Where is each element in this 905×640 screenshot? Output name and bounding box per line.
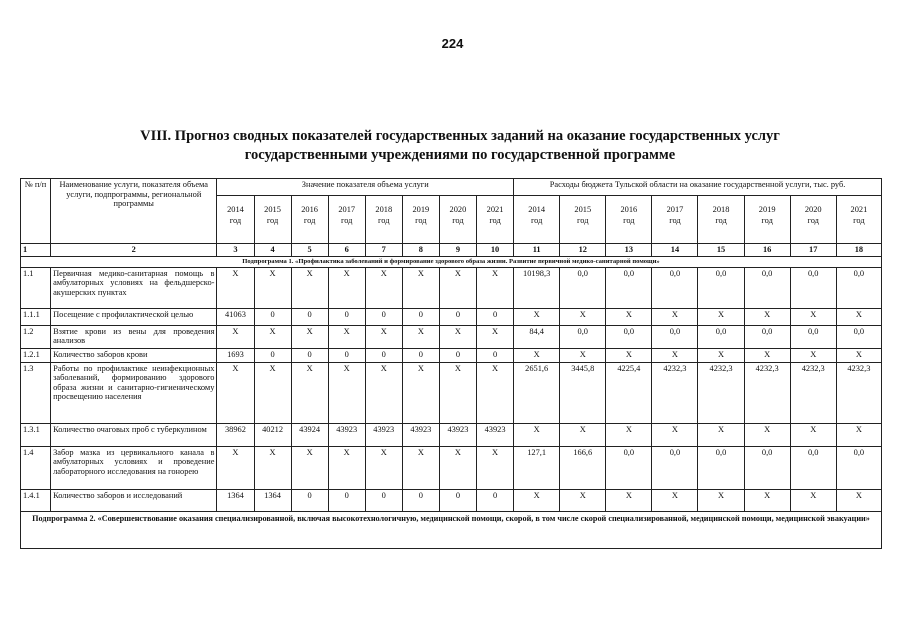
table-row [21,362,882,423]
column-number: 7 [365,244,402,257]
budget-value: 0,0 [652,267,698,308]
volume-value: X [402,267,439,308]
volume-value: X [365,362,402,423]
row-name: Количество очаговых проб с туберкулином [51,423,217,446]
title-line-1: VIII. Прогноз сводных показателей государственных заданий на оказание государственных услуг [140,128,780,144]
column-number: 1 [21,244,51,257]
header-year-cell [744,196,790,244]
table-row [21,348,882,362]
volume-value: 0 [476,308,513,325]
volume-value: X [254,267,291,308]
header-year-cell [652,196,698,244]
volume-value: 0 [402,348,439,362]
volume-value: X [328,446,365,489]
column-number: 18 [836,244,881,257]
header-year: 2021 [486,205,504,214]
column-number: 10 [476,244,513,257]
budget-value: X [652,423,698,446]
column-number: 17 [790,244,836,257]
budget-value: 3445,8 [560,362,606,423]
volume-value: 0 [365,348,402,362]
budget-value: 4232,3 [698,362,744,423]
volume-value: 43923 [328,423,365,446]
budget-value: X [790,423,836,446]
header-year-unit: год [623,216,635,225]
table-row [21,308,882,325]
header-year-unit: год [715,216,727,225]
budget-value: X [744,423,790,446]
budget-value: X [560,348,606,362]
header-year-cell [328,196,365,244]
volume-value: X [476,325,513,348]
budget-value: 4232,3 [790,362,836,423]
budget-value: 4225,4 [606,362,652,423]
row-number: 1.3.1 [21,423,51,446]
header-year: 2021 [850,205,868,214]
header-year-unit: год [807,216,819,225]
volume-value: 0 [402,489,439,511]
header-year-unit: год [340,216,353,225]
header-year-cell [365,196,402,244]
subprogram-1-title: Подпрограмма 1. «Профилактика заболеваний и формирование здорового образа жизни. Развитие первичной медико-санитарной помощи» [21,256,882,267]
volume-value: 0 [291,489,328,511]
budget-value: X [698,489,744,511]
volume-value: 0 [439,489,476,511]
budget-value: X [790,348,836,362]
volume-value: X [402,446,439,489]
header-year-unit: год [530,216,543,225]
volume-value: 0 [328,489,365,511]
budget-value: 4232,3 [744,362,790,423]
header-year-cell [790,196,836,244]
volume-value: 0 [476,489,513,511]
header-year: 2018 [712,205,730,214]
volume-value: 43923 [439,423,476,446]
header-year-unit: год [761,216,773,225]
budget-value: 2651,6 [514,362,560,423]
volume-value: 40212 [254,423,291,446]
budget-value: 166,6 [560,446,606,489]
column-number: 15 [698,244,744,257]
volume-value: 0 [328,348,365,362]
volume-value: 43923 [402,423,439,446]
header-year-unit: год [452,216,464,225]
header-year-unit: год [266,216,279,225]
volume-value: 0 [254,308,291,325]
header-num: № п/п [21,179,51,244]
budget-value: 0,0 [698,446,744,489]
volume-value: 1364 [217,489,254,511]
budget-value: X [514,489,560,511]
header-year: 2020 [449,205,467,214]
volume-value: X [291,446,328,489]
header-year: 2020 [804,205,822,214]
subprogram-2-title: Подпрограмма 2. «Совершенствование оказания специализированной, включая высокотехнологичную, медицинской помощи, скорой, в том числе скорой специализированной, медицинской помощи, медицинской эвакуации» [21,511,882,548]
column-number: 13 [606,244,652,257]
table-row [21,489,882,511]
header-year-cell [254,196,291,244]
header-year-cell [560,196,606,244]
budget-value: 0,0 [790,446,836,489]
header-name: Наименование услуги, показателя объема услуги, подпрограммы, региональной программы [51,179,217,244]
budget-value: X [652,489,698,511]
row-number: 1.1 [21,267,51,308]
budget-value: X [560,423,606,446]
volume-value: X [365,267,402,308]
budget-value: X [790,308,836,325]
column-number: 14 [652,244,698,257]
column-number: 11 [514,244,560,257]
header-year-cell [836,196,881,244]
budget-value: 0,0 [560,267,606,308]
row-name: Работы по профилактике неинфекционных заболеваний, формированию здорового образа жизни и санитарно-гигиеническому просвещению населения [51,362,217,423]
volume-value: X [476,362,513,423]
header-year-unit: год [489,216,501,225]
row-number: 1.2.1 [21,348,51,362]
page-number: 224 [441,36,464,51]
row-number: 1.3 [21,362,51,423]
budget-value: 0,0 [606,446,652,489]
header-year-cell [698,196,744,244]
volume-value: 43923 [476,423,513,446]
volume-value: X [291,325,328,348]
budget-value: 0,0 [744,267,790,308]
row-name: Взятие крови из вены для проведения анализов [51,325,217,348]
header-row-groups [21,179,882,196]
budget-value: 0,0 [836,325,881,348]
volume-value: 0 [365,489,402,511]
column-number: 16 [744,244,790,257]
budget-value: X [560,489,606,511]
budget-value: X [698,308,744,325]
volume-value: 1364 [254,489,291,511]
row-name: Забор мазка из цервикального канала в амбулаторных условиях и проведение лабораторного исследования на гонорею [51,446,217,489]
header-year-unit: год [415,216,427,225]
volume-value: X [291,362,328,423]
row-number: 1.4.1 [21,489,51,511]
column-number: 2 [51,244,217,257]
budget-value: 4232,3 [652,362,698,423]
volume-value: X [291,267,328,308]
volume-value: 43924 [291,423,328,446]
budget-value: X [836,423,881,446]
column-number: 4 [254,244,291,257]
budget-value: X [606,423,652,446]
row-number: 1.4 [21,446,51,489]
header-year: 2016 [620,205,638,214]
volume-value: X [254,325,291,348]
volume-value: X [476,446,513,489]
header-volume-group: Значение показателя объема услуги [217,179,514,196]
header-year-unit: год [669,216,681,225]
budget-value: 0,0 [652,446,698,489]
volume-value: X [254,446,291,489]
budget-value: X [606,489,652,511]
header-year-cell [439,196,476,244]
row-name: Посещение с профилактической целью [51,308,217,325]
volume-value: 41063 [217,308,254,325]
indicators-table [20,178,882,549]
subprogram-1-row [21,256,882,267]
table-row [21,423,882,446]
budget-value: X [836,489,881,511]
budget-value: 0,0 [606,267,652,308]
volume-value: 0 [439,348,476,362]
volume-value: X [217,446,254,489]
volume-value: X [217,267,254,308]
header-year: 2014 [528,205,546,214]
budget-value: 0,0 [698,267,744,308]
header-year-cell [217,196,254,244]
column-number: 3 [217,244,254,257]
budget-value: 0,0 [836,446,881,489]
volume-value: 0 [291,308,328,325]
header-year: 2015 [574,205,592,214]
volume-value: X [217,362,254,423]
header-year-unit: год [378,216,390,225]
budget-value: 0,0 [790,267,836,308]
budget-value: X [836,348,881,362]
budget-value: X [514,348,560,362]
column-number: 8 [402,244,439,257]
volume-value: X [402,362,439,423]
table-row [21,325,882,348]
row-name: Количество заборов и исследований [51,489,217,511]
header-year: 2018 [375,205,393,214]
volume-value: X [365,446,402,489]
column-number: 12 [560,244,606,257]
volume-value: X [328,362,365,423]
budget-value: 0,0 [652,325,698,348]
budget-value: X [698,348,744,362]
header-year: 2017 [666,205,684,214]
volume-value: 0 [476,348,513,362]
budget-value: 0,0 [606,325,652,348]
budget-value: X [606,308,652,325]
volume-value: X [254,362,291,423]
column-number: 5 [291,244,328,257]
row-name: Количество заборов крови [51,348,217,362]
budget-value: X [744,348,790,362]
header-year: 2019 [758,205,776,214]
title-line-2: государственными учреждениями по государственной программе [244,147,676,163]
header-year-unit: год [303,216,316,225]
budget-value: X [744,308,790,325]
header-year: 2016 [301,205,318,214]
volume-value: 38962 [217,423,254,446]
volume-value: 0 [439,308,476,325]
budget-value: 0,0 [836,267,881,308]
header-year: 2014 [227,205,244,214]
volume-value: X [217,325,254,348]
budget-value: X [744,489,790,511]
header-year-cell [606,196,652,244]
header-year-unit: год [229,216,242,225]
budget-value: X [790,489,836,511]
budget-value: 0,0 [790,325,836,348]
budget-value: X [652,348,698,362]
header-year-cell [476,196,513,244]
header-budget-group: Расходы бюджета Тульской области на оказание государственной услуги, тыс. руб. [514,179,882,196]
row-name: Первичная медико-санитарная помощь в амбулаторных условиях на фельдшерско-акушерских пунктах [51,267,217,308]
column-number-row [21,244,882,257]
budget-value: X [836,308,881,325]
budget-value: X [652,308,698,325]
budget-value: X [560,308,606,325]
budget-value: X [606,348,652,362]
subprogram-2-row [21,511,882,548]
header-year-unit: год [577,216,589,225]
budget-value: X [514,423,560,446]
header-year-cell [402,196,439,244]
budget-value: 0,0 [698,325,744,348]
header-year: 2015 [264,205,281,214]
volume-value: 0 [365,308,402,325]
header-year: 2019 [412,205,430,214]
table-row [21,267,882,308]
header-year: 2017 [338,205,356,214]
document-title [130,127,790,165]
volume-value: X [328,267,365,308]
header-year-cell [291,196,328,244]
volume-value: 0 [328,308,365,325]
volume-value: X [439,267,476,308]
budget-value: 0,0 [744,446,790,489]
budget-value: 127,1 [514,446,560,489]
volume-value: X [439,446,476,489]
column-number: 9 [439,244,476,257]
row-number: 1.1.1 [21,308,51,325]
budget-value: X [698,423,744,446]
table-row [21,446,882,489]
volume-value: 0 [254,348,291,362]
budget-value: X [514,308,560,325]
volume-value: X [439,325,476,348]
volume-value: 1693 [217,348,254,362]
budget-value: 0,0 [744,325,790,348]
header-year-unit: год [853,216,865,225]
row-number: 1.2 [21,325,51,348]
volume-value: X [439,362,476,423]
volume-value: 43923 [365,423,402,446]
volume-value: X [328,325,365,348]
budget-value: 4232,3 [836,362,881,423]
volume-value: 0 [402,308,439,325]
volume-value: X [476,267,513,308]
volume-value: 0 [291,348,328,362]
volume-value: X [365,325,402,348]
volume-value: X [402,325,439,348]
budget-value: 0,0 [560,325,606,348]
column-number: 6 [328,244,365,257]
budget-value: 10198,3 [514,267,560,308]
budget-value: 84,4 [514,325,560,348]
header-year-cell [514,196,560,244]
